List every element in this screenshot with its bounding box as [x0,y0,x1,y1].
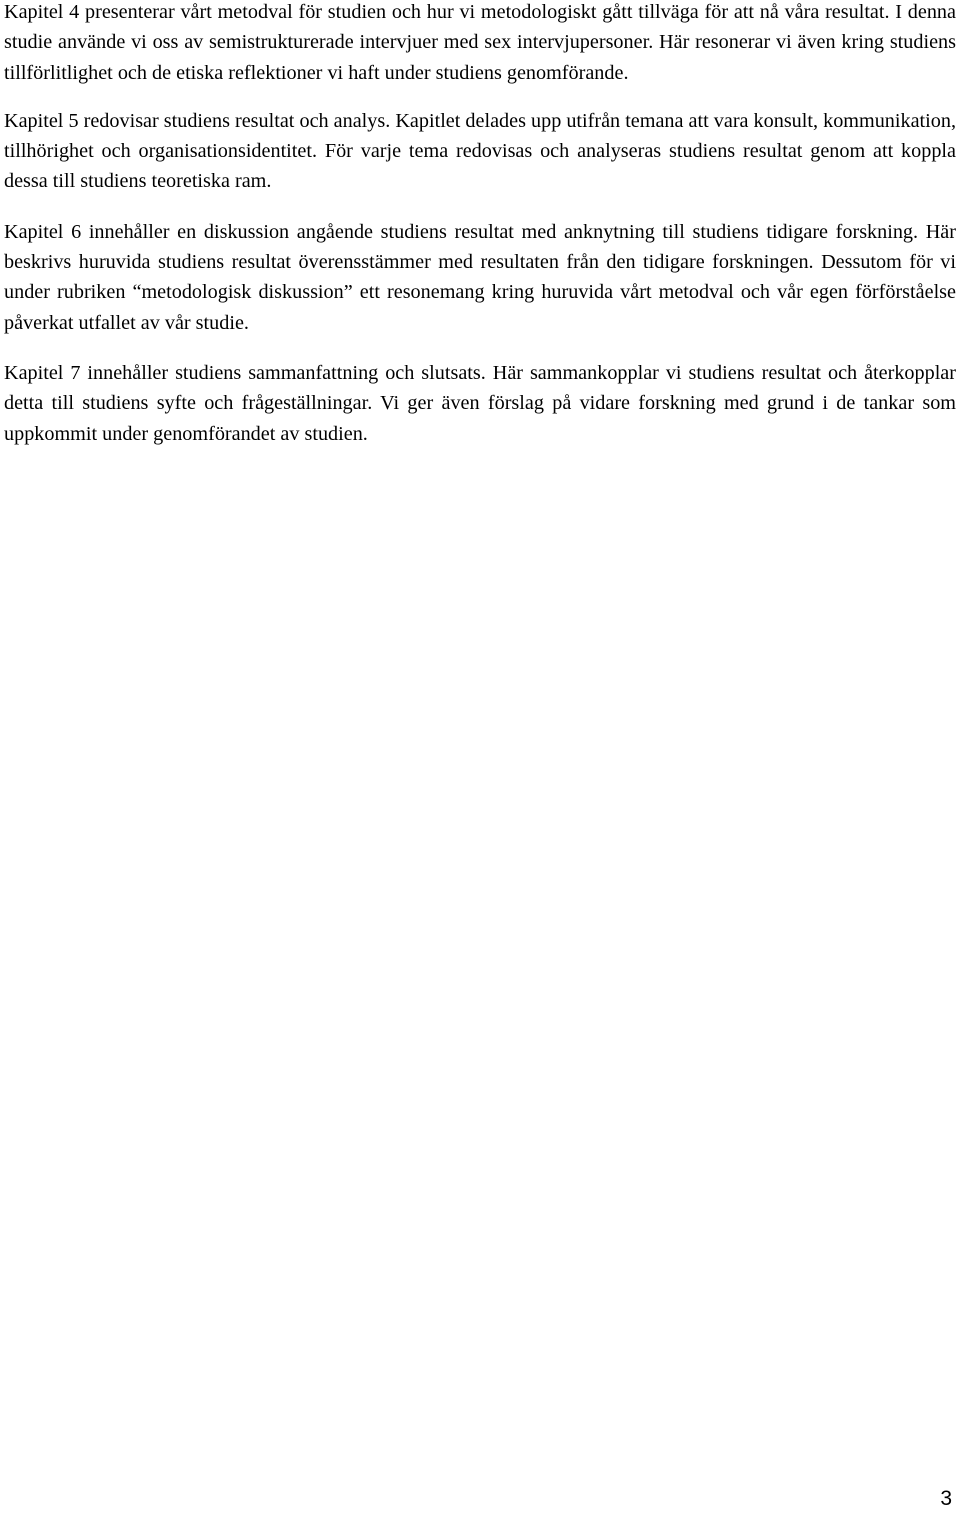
document-page [4,0,956,449]
page-number: 3 [940,1487,952,1510]
paragraph-chapter-7: Kapitel 7 innehåller studiens sammanfattning och slutsats. Här sammankopplar vi studiens resultat och återkopplar detta till studiens syfte och frågeställningar. Vi ger även förslag på vidare forskning med grund i de tankar som uppkommit under genomförandet av studien. [4,361,956,445]
paragraph-chapter-5: Kapitel 5 redovisar studiens resultat och analys. Kapitlet delades upp utifrån temana att vara konsult, kommunikation, tillhörighet och organisationsidentitet. För varje tema redovisas och analyseras studiens resultat genom att koppla dessa till studiens teoretiska ram. [4,109,956,193]
paragraph-chapter-4: Kapitel 4 presenterar vårt metodval för studien och hur vi metodologiskt gått tillväga för att nå våra resultat. I denna studie använde vi oss av semistrukturerade intervjuer med sex intervjupersoner. Här resonerar vi även kring studiens tillförlitlighet och de etiska reflektioner vi haft under studiens genomförande. [4,1,956,84]
paragraph-chapter-6: Kapitel 6 innehåller en diskussion angående studiens resultat med anknytning till studiens tidigare forskning. Här beskrivs huruvida studiens resultat överensstämmer med resultaten från den tidigare forskningen. Dessutom för vi under rubriken “metodologisk diskussion” ett resonemang kring huruvida vårt metodval och vår egen förförståelse påverkat utfallet av vår studie. [4,220,956,334]
